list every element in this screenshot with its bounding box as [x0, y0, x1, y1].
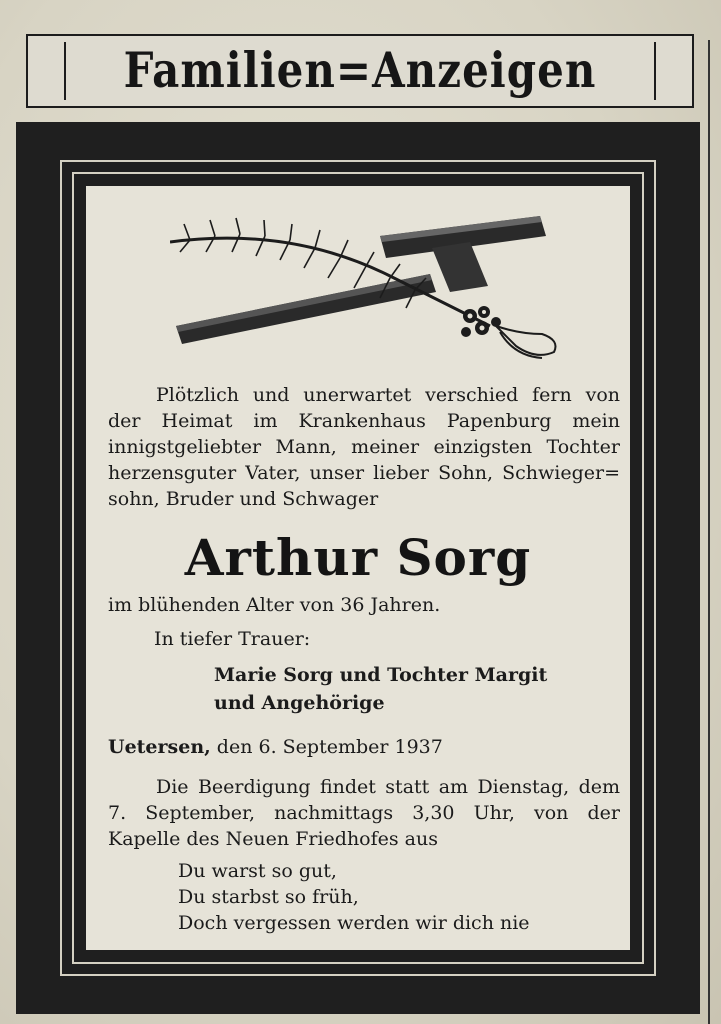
obituary-body — [86, 186, 630, 950]
poem — [178, 858, 530, 936]
funeral-line: Die Beerdigung findet statt am Dienstag, dem — [156, 776, 620, 798]
cross-with-palm-icon — [170, 216, 570, 366]
mourners-line: und Angehörige — [214, 692, 385, 714]
funeral-paragraph — [108, 774, 620, 852]
intro-line: sohn, Bruder und Schwager — [108, 488, 379, 510]
funeral-line: Kapelle des Neuen Friedhofes aus — [108, 828, 438, 850]
obituary-frame — [16, 122, 700, 1014]
intro-line: herzensguter Vater, unser lieber Sohn, Schwieger= — [108, 462, 620, 484]
place-date-line — [108, 734, 443, 760]
poem-line: Du starbst so früh, — [178, 886, 359, 908]
section-title: Familien=Anzeigen — [123, 42, 597, 99]
column-rule — [708, 40, 710, 1024]
poem-line: Du warst so gut, — [178, 860, 337, 882]
intro-line: innigstgeliebter Mann, meiner einzigsten Tochter — [108, 436, 620, 458]
mourning-line: In tiefer Trauer: — [154, 628, 311, 650]
section-header — [26, 34, 694, 108]
age-line: im blühenden Alter von 36 Jahren. — [108, 594, 441, 616]
funeral-line: 7. September, nachmittags 3,30 Uhr, von der — [108, 802, 620, 824]
place: Uetersen, — [108, 736, 211, 758]
poem-line: Doch vergessen werden wir dich nie — [178, 912, 530, 934]
intro-paragraph — [108, 382, 620, 512]
date: den 6. September 1937 — [216, 736, 443, 758]
intro-line: der Heimat im Krankenhaus Papenburg mein — [108, 410, 620, 432]
deceased-name: Arthur Sorg — [184, 528, 532, 587]
mourners-line: Marie Sorg und Tochter Margit — [214, 664, 548, 686]
intro-line: Plötzlich und unerwartet verschied fern von — [156, 384, 620, 406]
